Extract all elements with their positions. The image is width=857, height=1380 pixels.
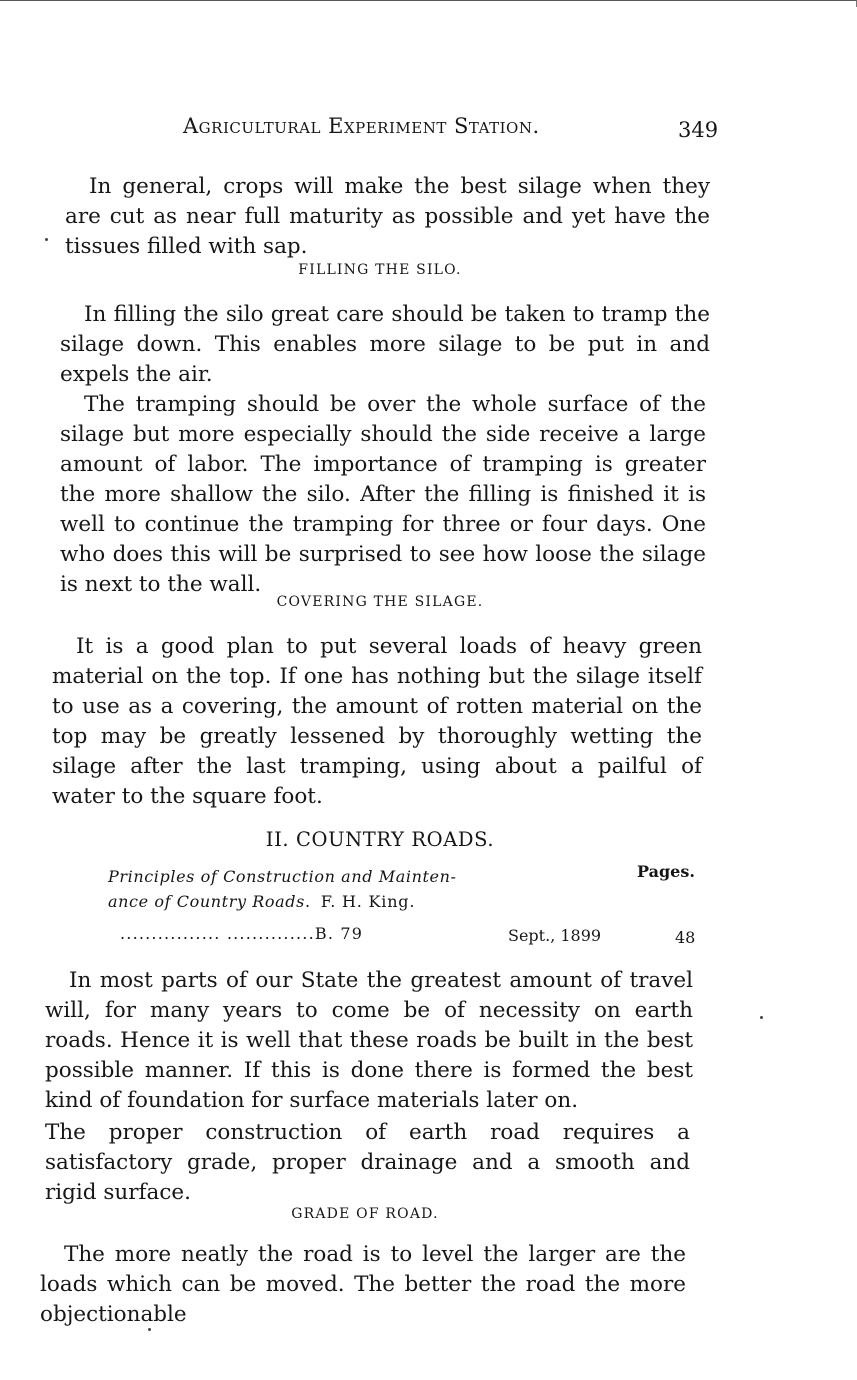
paragraph-filling: In filling the silo great care should be taken to tramp the silage down. This enables more silage to be put in and expels the air. (60, 302, 710, 387)
reference-author: F. H. King. (320, 892, 416, 911)
subhead-grade-of-road: GRADE OF ROAD. (291, 1206, 439, 1222)
page-number: 349 (678, 118, 719, 142)
subhead-covering-the-silage: COVERING THE SILAGE. (276, 594, 484, 610)
ink-speck (148, 1328, 151, 1331)
ink-speck (760, 1016, 763, 1019)
reference-leader-bulletin: ................ ..............B. 79 (120, 924, 364, 943)
section-title-country-roads: II. COUNTRY ROADS. (265, 828, 495, 851)
reference-title-line-2 (108, 892, 415, 911)
paragraph-crops: In general, crops will make the best silage when they are cut as near full maturity as possible and yet have the tissues filled with sap. (65, 174, 710, 259)
reference-title-continued: ance of Country Roads. (108, 892, 311, 911)
subhead-filling-the-silo: FILLING THE SILO. (298, 262, 462, 278)
paragraph-tramping: The tramping should be over the whole surface of the silage but more especially should the side receive a large amount of labor. The importance of tramping is greater the more shallow the silo. After the filling is finished it is well to continue the tramping for three or four days. One who does this will be surprised to see how loose the silage is next to the wall. (60, 392, 706, 597)
paragraph-grade: The more neatly the road is to level the larger are the loads which can be moved. The better the road the more objectionable (40, 1242, 686, 1327)
bulletin-reference (100, 864, 710, 954)
paragraph-covering: It is a good plan to put several loads of heavy green material on the top. If one has nothing but the silage itself to use as a covering, the amount of rotten material on the top may be greatly lessened by thoroughly wetting the silage after the last tramping, using about a pailful of water to the square foot. (52, 634, 702, 809)
paragraph-travel: In most parts of our State the greatest amount of travel will, for many years to come be of necessity on earth roads. Hence it is well that these roads be built in the best possible manner. If this is done there is formed the best kind of foundation for surface materials later on. (45, 968, 693, 1113)
running-head (40, 112, 840, 142)
reference-pages-label: Pages. (637, 862, 695, 881)
ink-speck (45, 238, 48, 241)
page-edge-border (0, 0, 857, 7)
paragraph-construction: The proper construction of earth road requires a satisfactory grade, proper drainage and a smooth and rigid surface. (45, 1120, 690, 1205)
reference-title-line-1: Principles of Construction and Mainten- (108, 867, 457, 886)
running-head-title: Agricultural Experiment Station. (183, 114, 540, 138)
reference-date: Sept., 1899 (508, 926, 602, 945)
reference-page-count: 48 (675, 928, 696, 947)
